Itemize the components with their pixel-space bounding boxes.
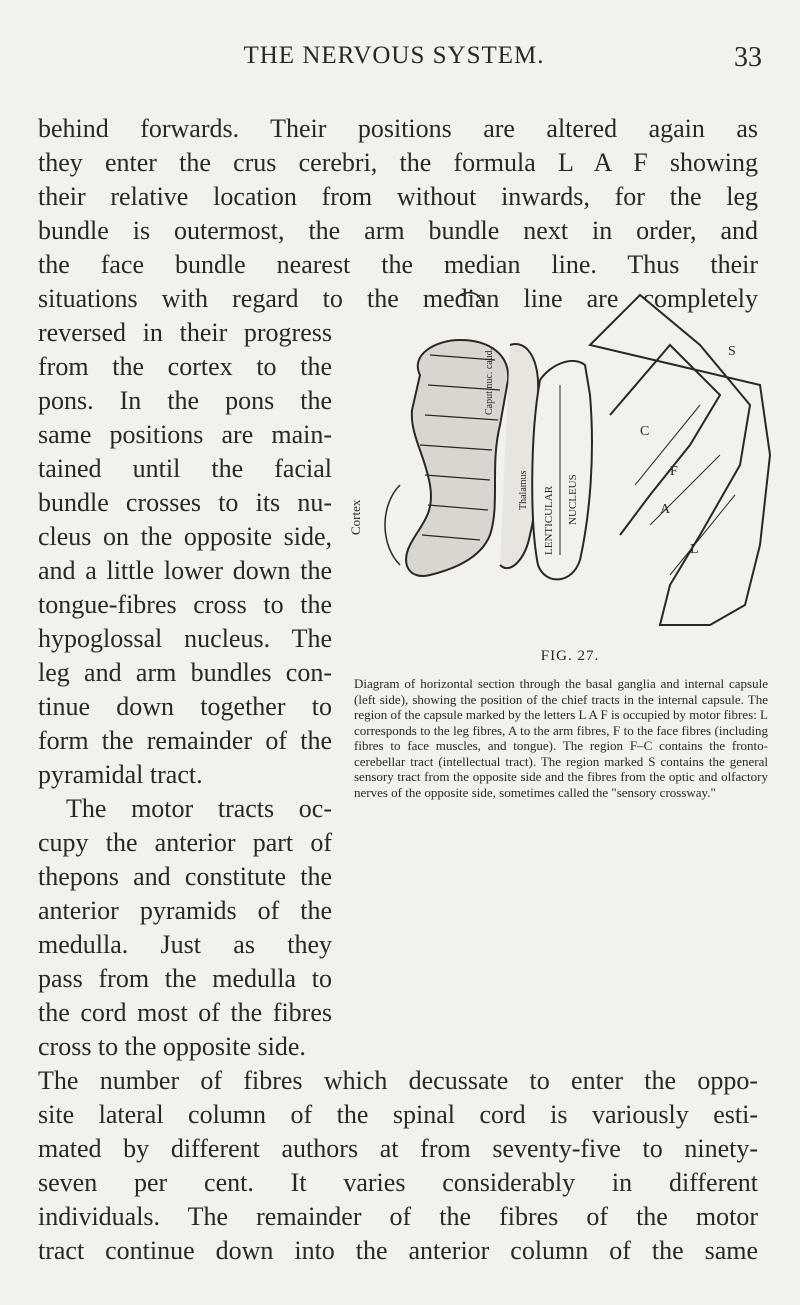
- body-line: reversed in their progress: [38, 318, 332, 347]
- figure-caption: [354, 676, 768, 800]
- letter-a: A: [660, 502, 671, 517]
- body-line: individuals. The remainder of the fibres of the motor: [38, 1202, 758, 1231]
- body-line: the face bundle nearest the median line. Thus their: [38, 250, 758, 279]
- running-title: THE NERVOUS SYSTEM.: [243, 42, 545, 69]
- body-line: cupy the anterior part of: [38, 828, 332, 857]
- letter-s: S: [728, 344, 736, 359]
- body-line: The number of fibres which decussate to enter the oppo-: [38, 1066, 758, 1095]
- caption-text: Diagram of horizontal section through the basal ganglia and internal capsule (left side), showing the position of the chief tracts in the internal capsule. The region of the capsule marked by the letters L A F is occupied by motor fibres: L corresponds to the leg fibres, A to the arm fibres, F to the face fibres (including fibres to face muscles, and tongue). The region F–C contains the fronto-cerebellar tract (intellectual tract). The region marked S contains the general sensory tract from the opposite side and the fibres from the optic and olfactory nerves of the opposite side, sometimes called the "sensory crossway.": [354, 676, 768, 800]
- body-line: pass from the medulla to: [38, 964, 332, 993]
- body-line: thepons and constitute the: [38, 862, 332, 891]
- body-line: leg and arm bundles con-: [38, 658, 332, 687]
- internal-capsule-diagram: [340, 285, 780, 655]
- body-line: tongue-fibres cross to the: [38, 590, 332, 619]
- page-number: 33: [734, 42, 762, 73]
- body-line: The motor tracts oc-: [66, 794, 332, 823]
- body-line: anterior pyramids of the: [38, 896, 332, 925]
- letter-c: C: [640, 424, 650, 439]
- label-caudate: Caput nuc. caud.: [484, 347, 495, 415]
- body-line: medulla. Just as they: [38, 930, 332, 959]
- body-line: tinue down together to: [38, 692, 332, 721]
- body-line: cross to the opposite side.: [38, 1032, 306, 1061]
- figure-label: FIG. 27.: [540, 648, 600, 664]
- body-line: form the remainder of the: [38, 726, 332, 755]
- body-line: pyramidal tract.: [38, 760, 203, 789]
- body-line: they enter the crus cerebri, the formula L A F showing: [38, 148, 758, 177]
- body-line: situations with regard to the median line are completely: [38, 284, 758, 313]
- letter-f: F: [670, 464, 678, 479]
- letter-l: L: [690, 542, 699, 557]
- body-line: same positions are main-: [38, 420, 332, 449]
- body-line: and a little lower down the: [38, 556, 332, 585]
- body-line: bundle crosses to its nu-: [38, 488, 332, 517]
- body-line: from the cortex to the: [38, 352, 332, 381]
- body-line: cleus on the opposite side,: [38, 522, 332, 551]
- body-line: bundle is outermost, the arm bundle next in order, and: [38, 216, 758, 245]
- label-thalamus: Thalamus: [518, 470, 529, 510]
- body-line: pons. In the pons the: [38, 386, 332, 415]
- body-line: the cord most of the fibres: [38, 998, 332, 1027]
- label-nucleus: NUCLEUS: [567, 474, 579, 525]
- body-line: mated by different authors at from seventy-five to ninety-: [38, 1134, 758, 1163]
- label-lenticular: LENTICULAR: [543, 485, 555, 555]
- page-header: [34, 42, 762, 82]
- body-line: tained until the facial: [38, 454, 332, 483]
- body-line: site lateral column of the spinal cord is variously esti-: [38, 1100, 758, 1129]
- body-line: hypoglossal nucleus. The: [38, 624, 332, 653]
- body-line: seven per cent. It varies considerably in different: [38, 1168, 758, 1197]
- label-cortex: Cortex: [348, 499, 363, 535]
- body-line: behind forwards. Their positions are altered again as: [38, 114, 758, 143]
- brain-section-figure: [340, 285, 780, 655]
- body-line: their relative location from without inwards, for the leg: [38, 182, 758, 211]
- body-line: tract continue down into the anterior column of the same: [38, 1236, 758, 1265]
